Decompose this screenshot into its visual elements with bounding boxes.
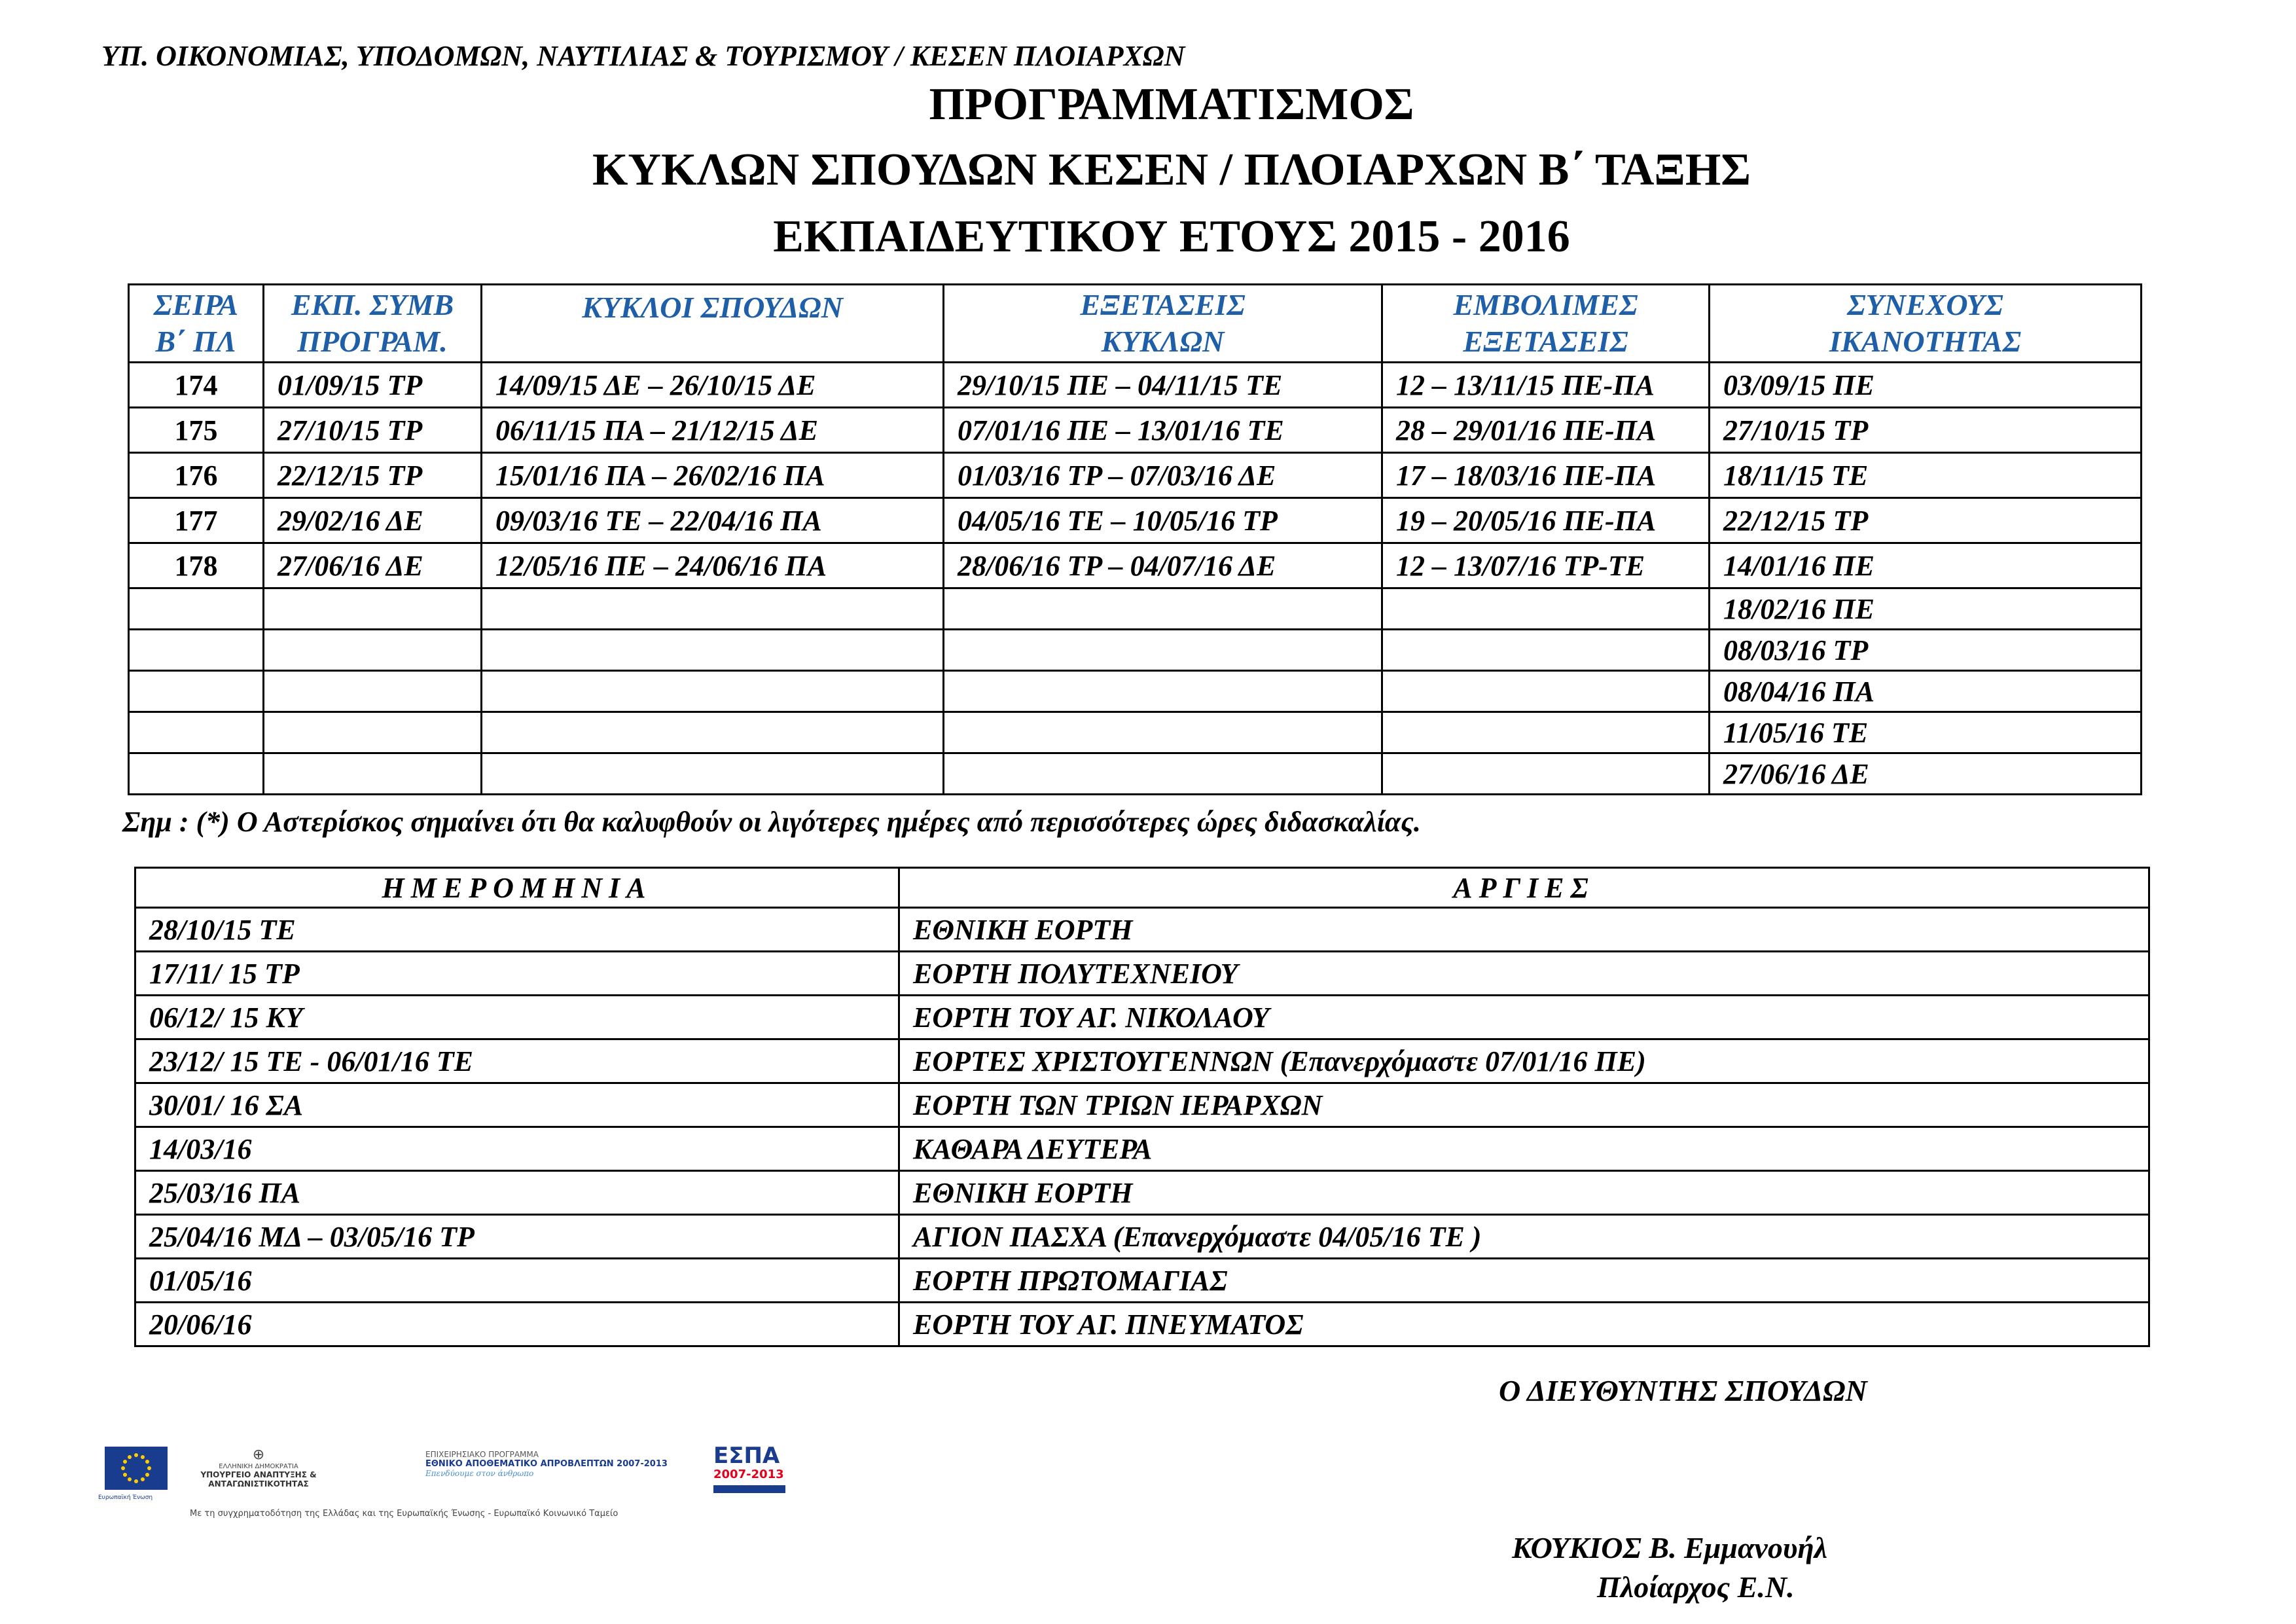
schedule-cell: [129, 630, 264, 671]
schedule-cell: 15/01/16 ΠΑ – 26/02/16 ΠΑ: [482, 453, 944, 498]
schedule-cell: 178: [129, 543, 264, 588]
schedule-cell: 22/12/15 ΤΡ: [264, 453, 482, 498]
schedule-cell: [944, 588, 1382, 630]
holiday-date: 01/05/16: [135, 1259, 899, 1303]
director-title: Ο ΔΙΕΥΘΥΝΤΗΣ ΣΠΟΥΔΩΝ: [1499, 1374, 1867, 1407]
holiday-date: 25/04/16 ΜΔ – 03/05/16 ΤΡ: [135, 1215, 899, 1259]
holiday-name: ΚΑΘΑΡΑ ΔΕΥΤΕΡΑ: [899, 1127, 2149, 1171]
schedule-row: [129, 363, 2142, 408]
holiday-row: [135, 1215, 2149, 1259]
schedule-cell: [129, 588, 264, 630]
schedule-row: [129, 543, 2142, 588]
title-line-1: ΠΡΟΓΡΑΜΜΑΤΙΣΜΟΣ: [929, 79, 1414, 130]
schedule-row: [129, 671, 2142, 712]
cofunding-caption: Με τη συγχρηματοδότηση της Ελλάδας και της Ευρωπαϊκής Ένωσης - Ευρωπαϊκό Κοινωνικό Ταμείο: [190, 1509, 619, 1519]
signatory-rank: Πλοίαρχος Ε.Ν.: [1597, 1570, 1795, 1604]
schedule-cell: 28/06/16 ΤΡ – 04/07/16 ΔΕ: [944, 543, 1382, 588]
espa-years: 2007-2013: [713, 1468, 784, 1481]
schedule-cell: 22/12/15 ΤΡ: [1710, 498, 2142, 543]
schedule-cell: 14/01/16 ΠΕ: [1710, 543, 2142, 588]
program-logo: [425, 1450, 668, 1478]
holidays-header-date: ΗΜΕΡΟΜΗΝΙΑ: [135, 868, 899, 908]
holiday-name: ΕΟΡΤΗ ΠΡΩΤΟΜΑΓΙΑΣ: [899, 1259, 2149, 1303]
schedule-cell: 01/03/16 ΤΡ – 07/03/16 ΔΕ: [944, 453, 1382, 498]
schedule-cell: [1382, 630, 1710, 671]
holiday-row: [135, 1127, 2149, 1171]
ministry-logo: [180, 1447, 337, 1489]
schedule-cell: 18/11/15 ΤΕ: [1710, 453, 2142, 498]
schedule-table: [128, 283, 2142, 795]
schedule-cell: [944, 753, 1382, 795]
schedule-cell: 28 – 29/01/16 ΠΕ-ΠΑ: [1382, 408, 1710, 453]
schedule-cell: [482, 588, 944, 630]
ministry-header: ΥΠ. ΟΙΚΟΝΟΜΙΑΣ, ΥΠΟΔΟΜΩΝ, ΝΑΥΤΙΛΙΑΣ & ΤΟΥΡΙΣΜΟΥ / ΚΕΣΕΝ ΠΛΟΙΑΡΧΩΝ: [101, 40, 1185, 72]
holiday-name: ΕΟΡΤΗ ΤΩΝ ΤΡΙΩΝ ΙΕΡΑΡΧΩΝ: [899, 1083, 2149, 1127]
holiday-name: ΕΟΡΤΕΣ ΧΡΙΣΤΟΥΓΕΝΝΩΝ (Επανερχόμαστε 07/01/16 ΠΕ): [899, 1039, 2149, 1083]
schedule-header: ΣΕΙΡΑ Β΄ ΠΛ: [129, 285, 264, 363]
espa-name: ΕΣΠΑ: [713, 1443, 780, 1469]
schedule-cell: 08/03/16 ΤΡ: [1710, 630, 2142, 671]
program-line-3: Επενδύουμε στον άνθρωπο: [425, 1469, 534, 1478]
eu-flag-icon: [105, 1447, 168, 1490]
schedule-cell: [944, 671, 1382, 712]
schedule-cell: 177: [129, 498, 264, 543]
holiday-date: 28/10/15 ΤΕ: [135, 908, 899, 952]
gov-line-1: ΕΛΛΗΝΙΚΗ ΔΗΜΟΚΡΑΤΙΑ: [219, 1463, 298, 1470]
holiday-name: ΑΓΙΟΝ ΠΑΣΧΑ (Επανερχόμαστε 04/05/16 ΤΕ ): [899, 1215, 2149, 1259]
schedule-cell: 08/04/16 ΠΑ: [1710, 671, 2142, 712]
schedule-cell: 03/09/15 ΠΕ: [1710, 363, 2142, 408]
schedule-cell: 29/02/16 ΔΕ: [264, 498, 482, 543]
schedule-row: [129, 498, 2142, 543]
schedule-cell: 12/05/16 ΠΕ – 24/06/16 ΠΑ: [482, 543, 944, 588]
holiday-date: 25/03/16 ΠΑ: [135, 1171, 899, 1215]
holiday-row: [135, 908, 2149, 952]
schedule-cell: [482, 630, 944, 671]
schedule-cell: [264, 630, 482, 671]
program-line-1: ΕΠΙΧΕΙΡΗΣΙΑΚΟ ΠΡΟΓΡΑΜΜΑ: [425, 1450, 539, 1459]
schedule-cell: 11/05/16 ΤΕ: [1710, 712, 2142, 753]
schedule-row: [129, 408, 2142, 453]
schedule-header: ΕΚΠ. ΣΥΜΒ ΠΡΟΓΡΑΜ.: [264, 285, 482, 363]
schedule-cell: [264, 753, 482, 795]
schedule-cell: 12 – 13/07/16 ΤΡ-ΤΕ: [1382, 543, 1710, 588]
schedule-cell: 14/09/15 ΔΕ – 26/10/15 ΔΕ: [482, 363, 944, 408]
schedule-cell: [264, 712, 482, 753]
schedule-cell: 07/01/16 ΠΕ – 13/01/16 ΤΕ: [944, 408, 1382, 453]
title-line-2: ΚΥΚΛΩΝ ΣΠΟΥΔΩΝ ΚΕΣΕΝ / ΠΛΟΙΑΡΧΩΝ Β΄ ΤΑΞΗΣ: [592, 145, 1751, 195]
holiday-name: ΕΘΝΙΚΗ ΕΟΡΤΗ: [899, 1171, 2149, 1215]
schedule-header-row: [129, 285, 2142, 363]
schedule-header: ΕΞΕΤΑΣΕΙΣ ΚΥΚΛΩΝ: [944, 285, 1382, 363]
schedule-cell: [1382, 588, 1710, 630]
program-line-2: ΕΘΝΙΚΟ ΑΠΟΘΕΜΑΤΙΚΟ ΑΠΡΟΒΛΕΠΤΩΝ 2007-2013: [425, 1459, 668, 1469]
holiday-date: 17/11/ 15 ΤΡ: [135, 952, 899, 996]
schedule-cell: 176: [129, 453, 264, 498]
schedule-cell: 04/05/16 ΤΕ – 10/05/16 ΤΡ: [944, 498, 1382, 543]
schedule-cell: 27/10/15 ΤΡ: [1710, 408, 2142, 453]
asterisk-note: Σημ : (*) Ο Αστερίσκος σημαίνει ότι θα καλυφθούν οι λιγότερες ημέρες από περισσότερες ώρες διδασκαλίας.: [122, 806, 1421, 838]
holiday-date: 23/12/ 15 ΤΕ - 06/01/16 ΤΕ: [135, 1039, 899, 1083]
holiday-row: [135, 1259, 2149, 1303]
schedule-cell: [264, 588, 482, 630]
gov-line-2: ΥΠΟΥΡΓΕΙΟ ΑΝΑΠΤΥΞΗΣ & ΑΝΤΑΓΩΝΙΣΤΙΚΟΤΗΤΑΣ: [200, 1470, 317, 1489]
schedule-cell: 18/02/16 ΠΕ: [1710, 588, 2142, 630]
holiday-row: [135, 1083, 2149, 1127]
schedule-cell: [129, 712, 264, 753]
schedule-cell: 27/06/16 ΔΕ: [264, 543, 482, 588]
schedule-row: [129, 453, 2142, 498]
holiday-date: 06/12/ 15 ΚΥ: [135, 996, 899, 1039]
holiday-name: ΕΟΡΤΗ ΤΟΥ ΑΓ. ΝΙΚΟΛΑΟΥ: [899, 996, 2149, 1039]
schedule-cell: 19 – 20/05/16 ΠΕ-ΠΑ: [1382, 498, 1710, 543]
holiday-row: [135, 1039, 2149, 1083]
schedule-cell: 09/03/16 ΤΕ – 22/04/16 ΠΑ: [482, 498, 944, 543]
holiday-row: [135, 952, 2149, 996]
eu-caption: Ευρωπαϊκή Ένωση: [98, 1494, 153, 1501]
espa-logo-icon: [713, 1443, 798, 1506]
schedule-cell: 01/09/15 ΤΡ: [264, 363, 482, 408]
holiday-row: [135, 996, 2149, 1039]
holidays-header-holiday: ΑΡΓΙΕΣ: [899, 868, 2149, 908]
schedule-cell: [482, 671, 944, 712]
schedule-cell: [1382, 671, 1710, 712]
schedule-cell: 06/11/15 ΠΑ – 21/12/15 ΔΕ: [482, 408, 944, 453]
schedule-cell: [129, 671, 264, 712]
schedule-cell: [129, 753, 264, 795]
schedule-cell: 27/10/15 ΤΡ: [264, 408, 482, 453]
holiday-date: 20/06/16: [135, 1303, 899, 1346]
schedule-cell: [1382, 712, 1710, 753]
schedule-header: ΣΥΝΕΧΟΥΣ ΙΚΑΝΟΤΗΤΑΣ: [1710, 285, 2142, 363]
holiday-name: ΕΘΝΙΚΗ ΕΟΡΤΗ: [899, 908, 2149, 952]
holiday-name: ΕΟΡΤΗ ΤΟΥ ΑΓ. ΠΝΕΥΜΑΤΟΣ: [899, 1303, 2149, 1346]
title-line-3: ΕΚΠΑΙΔΕΥΤΙΚΟΥ ΕΤΟΥΣ 2015 - 2016: [773, 211, 1570, 262]
schedule-cell: 27/06/16 ΔΕ: [1710, 753, 2142, 795]
schedule-header: ΚΥΚΛΟΙ ΣΠΟΥΔΩΝ: [482, 285, 944, 363]
schedule-cell: [264, 671, 482, 712]
schedule-row: [129, 753, 2142, 795]
schedule-cell: [944, 630, 1382, 671]
holidays-header-row: [135, 868, 2149, 908]
schedule-cell: 175: [129, 408, 264, 453]
schedule-cell: 29/10/15 ΠΕ – 04/11/15 ΤΕ: [944, 363, 1382, 408]
schedule-cell: 17 – 18/03/16 ΠΕ-ΠΑ: [1382, 453, 1710, 498]
holiday-name: ΕΟΡΤΗ ΠΟΛΥΤΕΧΝΕΙΟΥ: [899, 952, 2149, 996]
schedule-cell: [482, 753, 944, 795]
holiday-date: 30/01/ 16 ΣΑ: [135, 1083, 899, 1127]
holiday-row: [135, 1171, 2149, 1215]
schedule-cell: [944, 712, 1382, 753]
holiday-row: [135, 1303, 2149, 1346]
schedule-header: ΕΜΒΟΛΙΜΕΣ ΕΞΕΤΑΣΕΙΣ: [1382, 285, 1710, 363]
signatory-name: ΚΟΥΚΙΟΣ Β. Εμμανουήλ: [1512, 1531, 1828, 1564]
greek-emblem-icon: ⊕: [252, 1447, 265, 1463]
schedule-cell: 12 – 13/11/15 ΠΕ-ΠΑ: [1382, 363, 1710, 408]
holidays-table: [134, 867, 2150, 1347]
schedule-row: [129, 630, 2142, 671]
schedule-cell: [482, 712, 944, 753]
holiday-date: 14/03/16: [135, 1127, 899, 1171]
schedule-cell: [1382, 753, 1710, 795]
schedule-row: [129, 712, 2142, 753]
schedule-row: [129, 588, 2142, 630]
schedule-cell: 174: [129, 363, 264, 408]
